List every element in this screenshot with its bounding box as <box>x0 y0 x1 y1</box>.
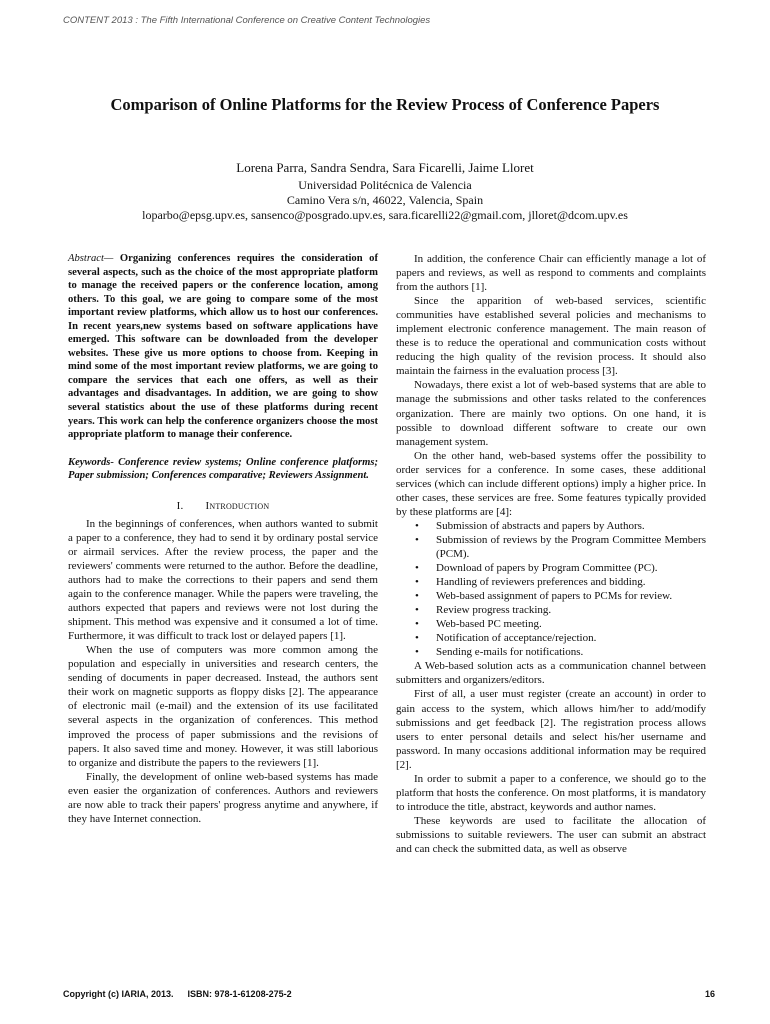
bullet-icon: • <box>415 519 419 532</box>
affiliation: Universidad Politécnica de Valencia <box>298 178 472 192</box>
author-names: Lorena Parra, Sandra Sendra, Sara Ficarelli, Jaime Lloret <box>236 160 534 175</box>
paragraph: In addition, the conference Chair can efficiently manage a lot of papers and reviews, as well as respond to comments and complaints from the authors [1]. <box>396 253 706 294</box>
list-item: • Web-based PC meeting. <box>415 618 542 631</box>
abstract <box>68 252 378 442</box>
footer-copyright <box>63 989 292 999</box>
paragraph: Nowadays, there exist a lot of web-based systems that are able to manage the submissions and other tasks related to the conferences organization. There are mainly two options. On one hand, it is possible to download different software to create our own management system. <box>396 379 706 448</box>
paragraph: In the beginnings of conferences, when authors wanted to submit a paper to a conference, they had to send it by ordinary postal service or airmail services. After the review process, the paper and the reviewers' comments were returned to the author. Before the deadline, authors had to make the corrections to their papers and send them again to the conference manager. While the papers were traveling, the authors expected that papers and reviews were not lost during the shipment. This method was expensive and it consumed a lot of time. Furthermore, it was difficult to track lost or delayed papers [1]. <box>68 517 378 643</box>
list-item: • Submission of reviews by the Program Committee Members (PCM). <box>415 533 706 560</box>
paragraph: Since the apparition of web-based services, scientific communities have established several policies and mechanisms to implement electronic conference management. The main reason of these is to reduce the operational and communication costs without reducing the high quality of the revision process. It should also maintain the fairness in the evaluation process [3]. <box>396 295 706 378</box>
isbn-text: ISBN: 978-1-61208-275-2 <box>187 989 292 999</box>
bullet-icon: • <box>415 533 419 546</box>
paragraph: In order to submit a paper to a conference, we should go to the platform that hosts the conference. On most platforms, it is mandatory to introduce the title, abstract, keywords and author names. <box>396 772 706 813</box>
section-title: Introduction <box>205 499 270 512</box>
copyright-text: Copyright (c) IARIA, 2013. <box>63 989 174 999</box>
paragraph: First of all, a user must register (create an account) in order to gain access to the system, which allows him/her to add/modify submissions and get feedback [2]. The registration process allows users to enter personal details and select his/her username and password. In many occasions additional information may be required [2]. <box>396 688 706 771</box>
paragraph: On the other hand, web-based systems offer the possibility to order services for a conference. In some cases, these additional services (which can include different options) imply a higher price. In other cases, these services are free. Some features typically provided by these platforms are [4]: <box>396 449 706 518</box>
running-header: CONTENT 2013 : The Fifth International Conference on Creative Content Technologies <box>63 15 431 26</box>
feature-list <box>396 519 706 659</box>
list-item: • Download of papers by Program Committee (PC). <box>415 562 658 575</box>
list-item: • Review progress tracking. <box>415 604 552 617</box>
list-item: • Handling of reviewers preferences and bidding. <box>415 576 646 589</box>
bullet-icon: • <box>415 590 419 603</box>
list-item: • Sending e-mails for notifications. <box>415 646 584 659</box>
abstract-lead: Abstract— <box>68 253 114 264</box>
paragraph: These keywords are used to facilitate the allocation of submissions to suitable reviewers. The user can submit an abstract and can check the submitted data, as well as observe <box>396 814 706 855</box>
paragraph: Finally, the development of online web-based systems has made even easier the organization of conferences. Authors and reviewers are now able to track their papers' progress anytime and anywhere, if they have Internet connection. <box>68 770 378 825</box>
bullet-icon: • <box>415 562 419 575</box>
list-item: • Web-based assignment of papers to PCMs for review. <box>415 590 673 603</box>
page-number: 16 <box>705 989 716 999</box>
list-item: • Submission of abstracts and papers by Authors. <box>415 519 645 532</box>
left-column <box>68 252 378 826</box>
paper-title: Comparison of Online Platforms for the Review Process of Conference Papers <box>110 95 660 114</box>
bullet-icon: • <box>415 646 419 659</box>
section-number: I. <box>176 499 184 512</box>
paragraph: A Web-based solution acts as a communication channel between submitters and organizers/editors. <box>396 660 706 687</box>
paragraph: When the use of computers was more common among the population and especially in universities and research centers, the sending of documents in paper decreased. Instead, the authors sent their work on magnetic supports as floppy disks [2]. The appearance of electronic mail (e-mail) and the extension of its use facilitated several aspects in the organization of conferences. This method improved the process of paper submissions and the revisions of papers. It also saved time and money. However, it was still laborious to organize and distribute the papers to the reviewers [1]. <box>68 644 378 769</box>
author-block <box>0 160 770 223</box>
bullet-icon: • <box>415 632 419 645</box>
keywords: Keywords- Conference review systems; Online conference platforms; Paper submission; Conferences comparative; Reviewers Assignment. <box>68 456 378 482</box>
right-column <box>396 252 706 856</box>
bullet-icon: • <box>415 576 419 589</box>
list-item: • Notification of acceptance/rejection. <box>415 632 597 645</box>
abstract-text: Organizing conferences requires the consideration of several aspects, such as the choice of the most appropriate platform to manage the received papers or the conference location, among others. To this goal, we are going to compare some of the most important review platforms, which allow us to host our conferences. In recent years,new systems based on software applications have emerged. This software can be downloaded from the developer websites. These give us more options to choose from. Keeping in mind some of the most important review platforms, we are going to compare the services that each one offers, as well as their advantages and disadvantages. In addition, we are going to show several statistics about the use of these platforms during recent years. This work can help the conference organizers choose the most appropriate platform to manage their conference. <box>68 253 378 441</box>
author-emails: loparbo@epsg.upv.es, sansenco@posgrado.upv.es, sara.ficarelli22@gmail.com, jlloret@dcom.upv.es <box>142 208 628 222</box>
section-heading-introduction <box>68 499 378 513</box>
address: Camino Vera s/n, 46022, Valencia, Spain <box>286 193 484 207</box>
bullet-icon: • <box>415 618 419 631</box>
bullet-icon: • <box>415 604 419 617</box>
